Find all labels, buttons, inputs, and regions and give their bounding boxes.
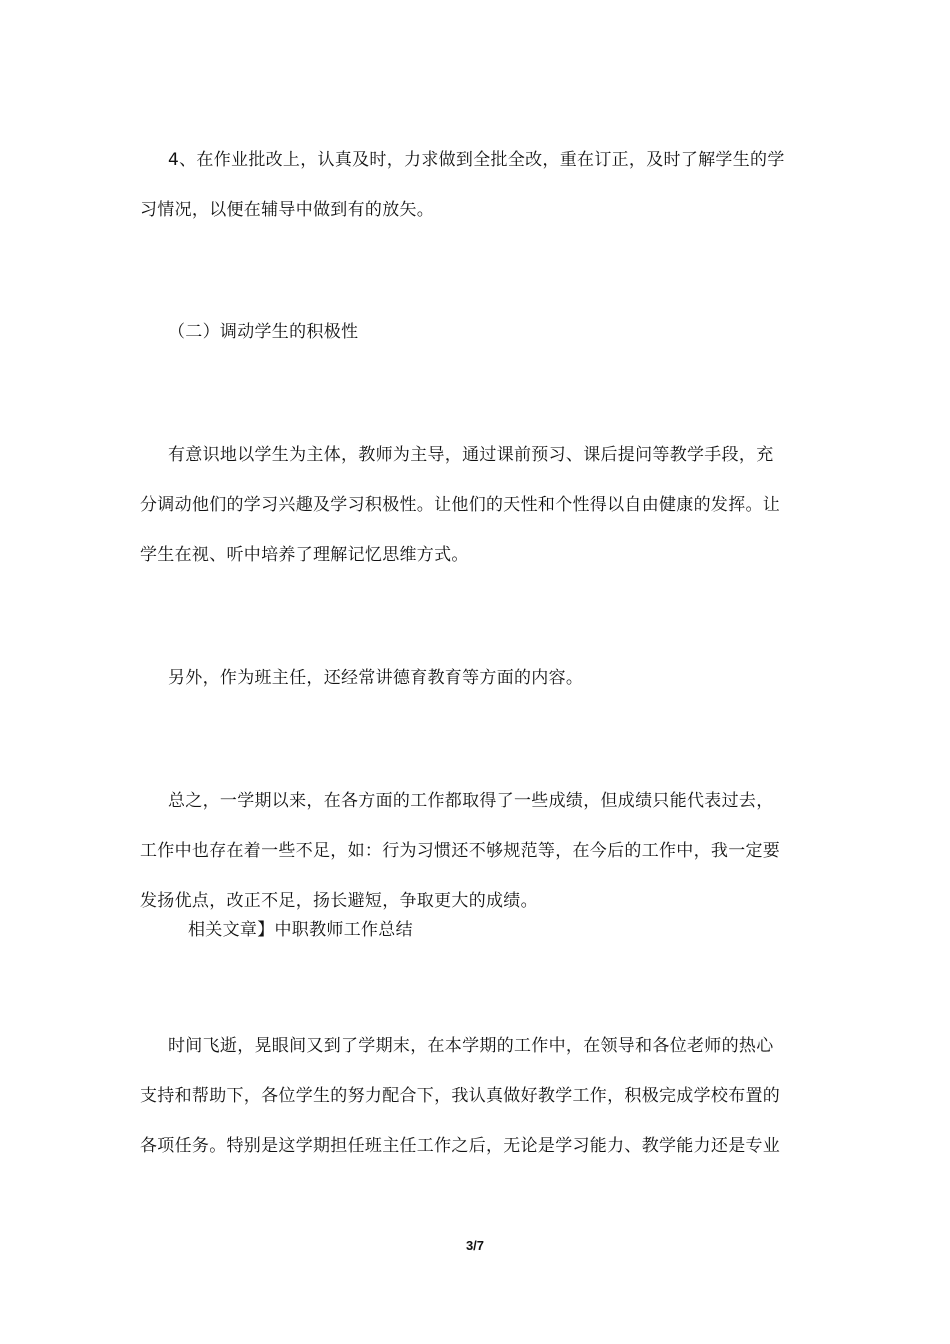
paragraph-summary-line-3: 发扬优点，改正不足，扬长避短，争取更大的成绩。 [140, 891, 538, 911]
section-heading: （二）调动学生的积极性 [168, 322, 359, 342]
paragraph-new-line-1: 时间飞逝，晃眼间又到了学期末，在本学期的工作中，在领导和各位老师的热心 [168, 1036, 774, 1056]
paragraph-motivation-line-1: 有意识地以学生为主体，教师为主导，通过课前预习、课后提问等教学手段，充 [168, 445, 774, 465]
paragraph-4-line-2: 习情况，以便在辅导中做到有的放矢。 [140, 200, 435, 220]
paragraph-summary-line-2: 工作中也存在着一些不足，如：行为习惯还不够规范等，在今后的工作中，我一定要 [140, 841, 781, 861]
paragraph-4-line-1: 4、在作业批改上，认真及时，力求做到全批全改，重在订正，及时了解学生的学 [168, 150, 785, 170]
paragraph-other: 另外，作为班主任，还经常讲德育教育等方面的内容。 [168, 668, 584, 688]
paragraph-new-line-2: 支持和帮助下，各位学生的努力配合下，我认真做好教学工作，积极完成学校布置的 [140, 1086, 781, 1106]
related-article-title: 相关文章】中职教师工作总结 [188, 920, 413, 940]
page-number: 3/7 [465, 1238, 485, 1253]
paragraph-new-line-3: 各项任务。特别是这学期担任班主任工作之后，无论是学习能力、教学能力还是专业 [140, 1136, 781, 1156]
paragraph-summary-line-1: 总之，一学期以来，在各方面的工作都取得了一些成绩，但成绩只能代表过去， [168, 791, 774, 811]
paragraph-motivation-line-2: 分调动他们的学习兴趣及学习积极性。让他们的天性和个性得以自由健康的发挥。让 [140, 495, 781, 515]
paragraph-motivation-line-3: 学生在视、听中培养了理解记忆思维方式。 [140, 545, 469, 565]
